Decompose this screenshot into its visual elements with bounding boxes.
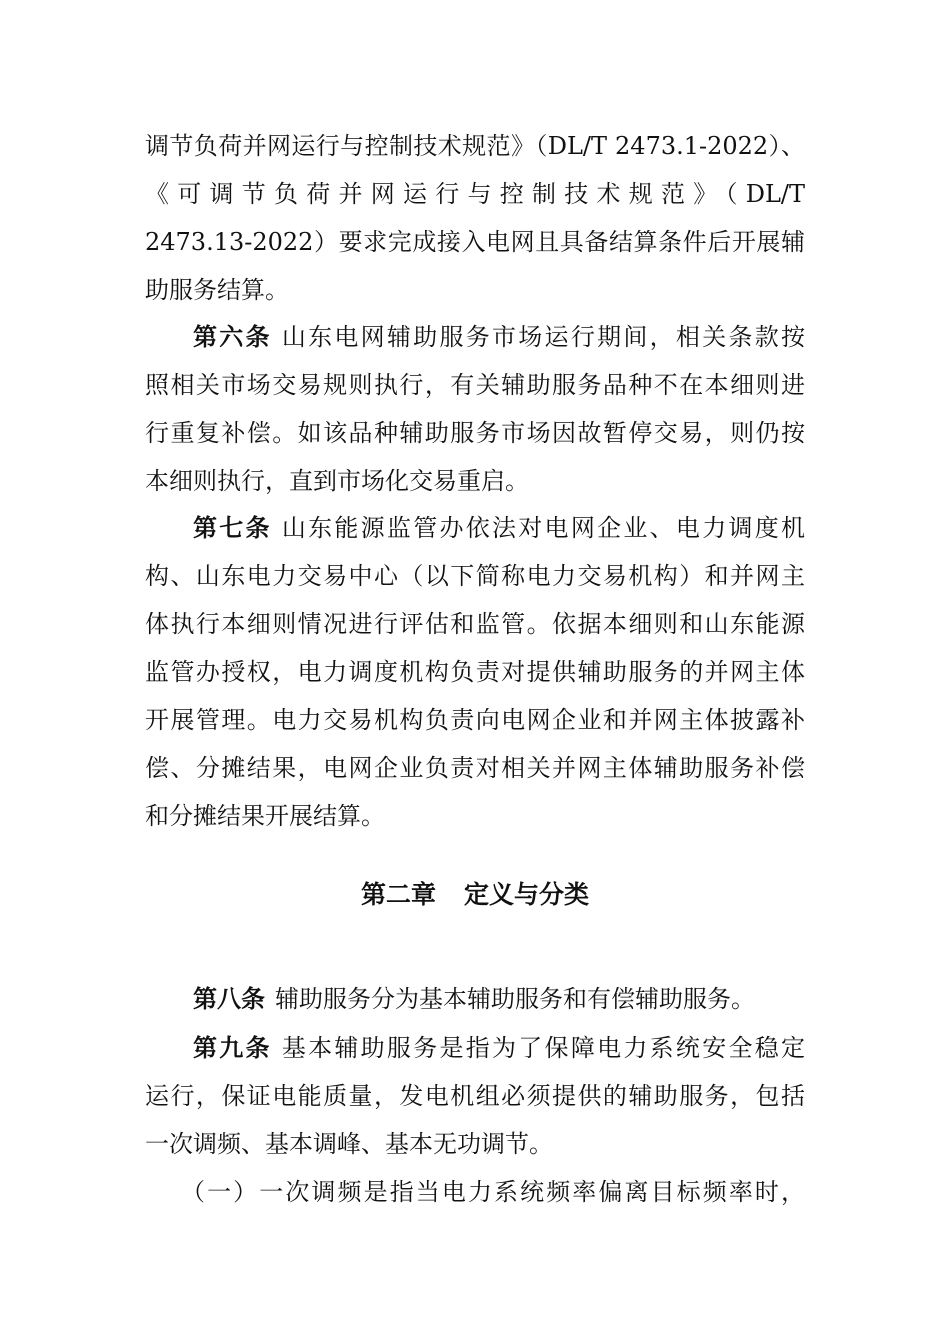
text-line: 《可调节负荷并网运行与控制技术规范》（DL/T xyxy=(145,180,805,208)
chapter-heading xyxy=(0,875,950,915)
article-9-label: 第九条 xyxy=(193,1034,272,1062)
chapter-number: 第二章 xyxy=(360,880,436,909)
article-7-first-line xyxy=(145,504,805,552)
article-9-first-line xyxy=(145,1024,805,1072)
paragraph-continuation xyxy=(145,122,805,314)
article-7 xyxy=(145,504,805,840)
text-line: 构、山东电力交易中心（以下简称电力交易机构）和并网主 xyxy=(145,562,805,590)
text-line: 行重复补偿。如该品种辅助服务市场因故暂停交易，则仍按 xyxy=(145,419,805,447)
article-9 xyxy=(145,1024,805,1168)
text-line: 一次调频、基本调峰、基本无功调节。 xyxy=(145,1130,553,1158)
text-line: 山东电网辅助服务市场运行期间，相关条款按 xyxy=(281,323,806,351)
chapter-title: 定义与分类 xyxy=(464,880,590,909)
text-line: 调节负荷并网运行与控制技术规范》（DL/T 2473.1-2022）、 xyxy=(145,132,805,160)
article-8-label: 第八条 xyxy=(193,985,265,1013)
text-line: 山东能源监管办依法对电网企业、电力调度机 xyxy=(281,514,806,542)
text-line: 本细则执行，直到市场化交易重启。 xyxy=(145,467,529,495)
article-7-label: 第七条 xyxy=(193,514,272,542)
text-line: 偿、分摊结果，电网企业负责对相关并网主体辅助服务补偿 xyxy=(145,754,805,782)
article-8-first-line xyxy=(145,975,805,1023)
article-6-first-line xyxy=(145,313,805,361)
text-line: 体执行本细则情况进行评估和监管。依据本细则和山东能源 xyxy=(145,610,805,638)
text-line: 基本辅助服务是指为了保障电力系统安全稳定 xyxy=(281,1034,806,1062)
text-line: （一）一次调频是指当电力系统频率偏离目标频率时， xyxy=(181,1178,805,1206)
article-6 xyxy=(145,313,805,505)
article-8 xyxy=(145,975,805,1023)
text-line: 运行，保证电能质量，发电机组必须提供的辅助服务，包括 xyxy=(145,1082,805,1110)
text-line: 监管办授权，电力调度机构负责对提供辅助服务的并网主体 xyxy=(145,658,805,686)
text-line: 辅助服务分为基本辅助服务和有偿辅助服务。 xyxy=(275,985,755,1013)
text-line: 2473.13-2022）要求完成接入电网且具备结算条件后开展辅 xyxy=(145,228,805,256)
article-6-label: 第六条 xyxy=(193,323,272,351)
item-1 xyxy=(145,1168,805,1216)
text-line: 和分摊结果开展结算。 xyxy=(145,802,385,830)
text-line: 助服务结算。 xyxy=(145,276,289,304)
text-line: 照相关市场交易规则执行，有关辅助服务品种不在本细则进 xyxy=(145,371,805,399)
text-line: 开展管理。电力交易机构负责向电网企业和并网主体披露补 xyxy=(145,706,805,734)
